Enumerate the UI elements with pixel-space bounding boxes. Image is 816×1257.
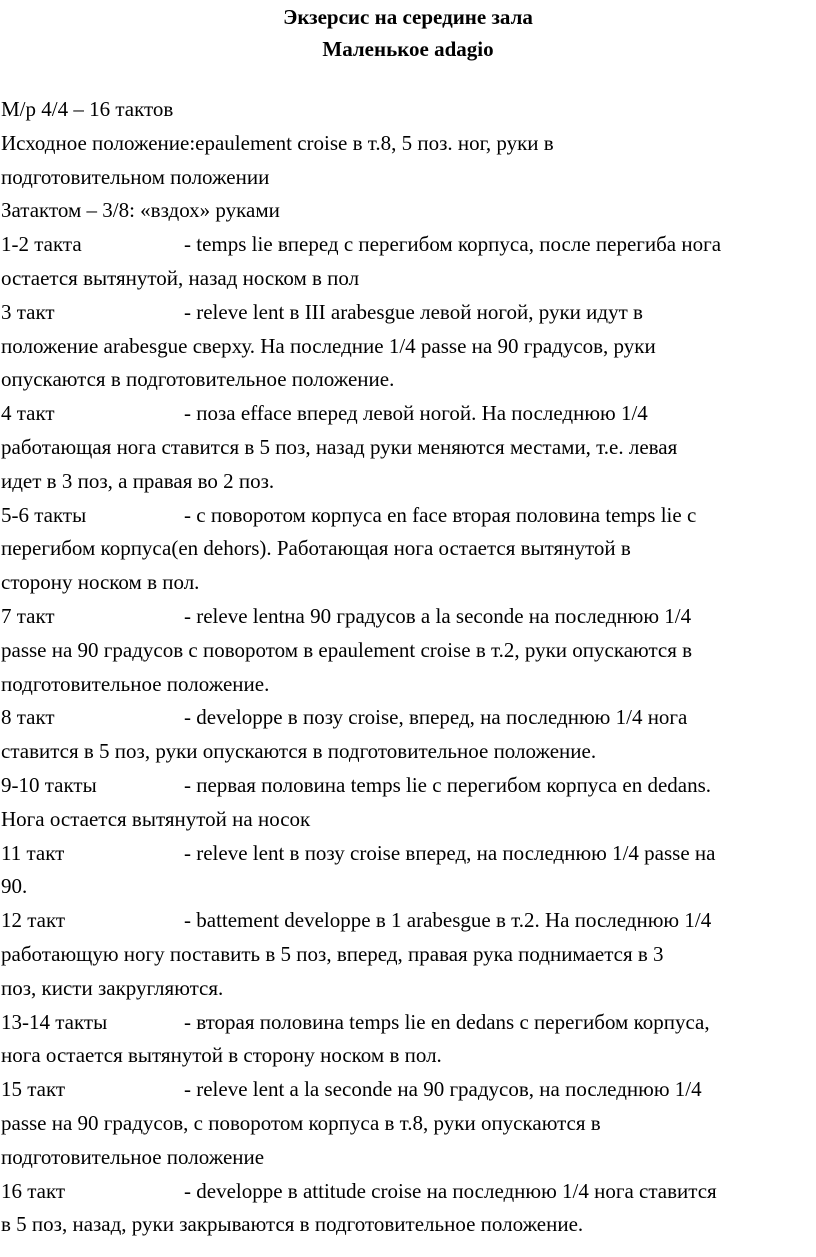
step-line: сторону носком в пол. xyxy=(1,570,200,595)
step-line: работающая нога ставится в 5 поз, назад руки меняются местами, т.е. левая xyxy=(1,434,678,459)
step-first-line xyxy=(1,1073,816,1107)
step-text: - с поворотом корпуса en face вторая половина temps lie с xyxy=(184,502,697,527)
step-first-line xyxy=(1,228,816,262)
document-subtitle: Маленькое adagio xyxy=(322,37,494,61)
step-line: идет в 3 поз, а правая во 2 поз. xyxy=(1,468,275,493)
step-beat: 5-6 такты xyxy=(1,502,87,527)
step-line: в 5 поз, назад, руки закрываются в подготовительное положение. xyxy=(1,1212,584,1237)
step-line: Нога остается вытянутой на носок xyxy=(1,806,311,831)
step-beat: 15 такт xyxy=(1,1077,66,1102)
step-beat: 16 такт xyxy=(1,1178,66,1203)
step-first-line xyxy=(1,769,816,803)
step-first-line xyxy=(1,1006,816,1040)
step-beat: 9-10 такты xyxy=(1,772,97,797)
intro-line: М/р 4/4 – 16 тактов xyxy=(1,97,174,121)
step-beat: 1-2 такта xyxy=(1,232,82,257)
step-text: - developpe в позу croise, вперед, на последнюю 1/4 нога xyxy=(184,705,688,730)
step-first-line xyxy=(1,397,816,431)
step-first-line xyxy=(1,701,816,735)
step-text: - releve lentна 90 градусов a la seconde на последнюю 1/4 xyxy=(184,603,692,628)
step-line: остается вытянутой, назад носком в пол xyxy=(1,265,360,290)
step-line: перегибом корпуса(en dehors). Работающая нога остается вытянутой в xyxy=(1,536,631,561)
step-first-line xyxy=(1,499,816,533)
step-first-line xyxy=(1,904,816,938)
step-line: ставится в 5 поз, руки опускаются в подготовительное положение. xyxy=(1,739,597,764)
step-text: - releve lent a la seconde на 90 градусов, на последнюю 1/4 xyxy=(184,1077,702,1102)
step-beat: 13-14 такты xyxy=(1,1009,108,1034)
step-line: passe на 90 градусов, с поворотом корпуса в т.8, руки опускаются в xyxy=(1,1110,601,1135)
step-first-line xyxy=(1,837,816,871)
step-line: работающую ногу поставить в 5 поз, вперед, правая рука поднимается в 3 xyxy=(1,941,664,966)
step-line: опускаются в подготовительное положение. xyxy=(1,367,395,392)
step-first-line xyxy=(1,600,816,634)
step-line: 90. xyxy=(1,874,28,899)
step-beat: 12 такт xyxy=(1,908,66,933)
intro-line: Исходное положение:epaulement croise в т.8, 5 поз. ног, руки в xyxy=(1,130,554,155)
step-text: - первая половина temps lie с перегибом корпуса en dedans. xyxy=(184,772,712,797)
document-body xyxy=(1,93,816,1242)
step-text: - вторая половина temps lie en dedans с перегибом корпуса, xyxy=(184,1009,710,1034)
step-line: passe на 90 градусов с поворотом в epaulement croise в т.2, руки опускаются в xyxy=(1,637,693,662)
step-text: - releve lent в позу croise вперед, на последнюю 1/4 passe на xyxy=(184,840,716,865)
step-beat: 7 такт xyxy=(1,603,55,628)
intro-line: подготовительном положении xyxy=(1,164,270,189)
step-line: подготовительное положение xyxy=(1,1144,265,1169)
step-first-line xyxy=(1,1175,816,1209)
step-text: - releve lent в III arabesgue левой ногой, руки идут в xyxy=(184,299,643,324)
step-line: нога остается вытянутой в сторону носком в пол. xyxy=(1,1043,442,1068)
step-beat: 11 такт xyxy=(1,840,65,865)
step-text: - developpe в attitude croise на последнюю 1/4 нога ставится xyxy=(184,1178,717,1203)
step-beat: 4 такт xyxy=(1,401,55,426)
step-text: - поза efface вперед левой ногой. На последнюю 1/4 xyxy=(184,401,648,426)
step-beat: 8 такт xyxy=(1,705,55,730)
intro-line: Затактом – 3/8: «вздох» руками xyxy=(1,198,280,223)
step-line: положение arabesgue сверху. На последние 1/4 passe на 90 градусов, руки xyxy=(1,333,656,358)
step-beat: 3 такт xyxy=(1,299,55,324)
step-text: - battement developpe в 1 arabesgue в т.2. На последнюю 1/4 xyxy=(184,908,712,933)
step-line: подготовительное положение. xyxy=(1,671,270,696)
document-title: Экзерсис на середине зала xyxy=(283,5,533,29)
step-line: поз, кисти закругляются. xyxy=(1,975,224,1000)
step-text: - temps lie вперед с перегибом корпуса, после перегиба нога xyxy=(184,232,722,257)
step-first-line xyxy=(1,296,816,330)
